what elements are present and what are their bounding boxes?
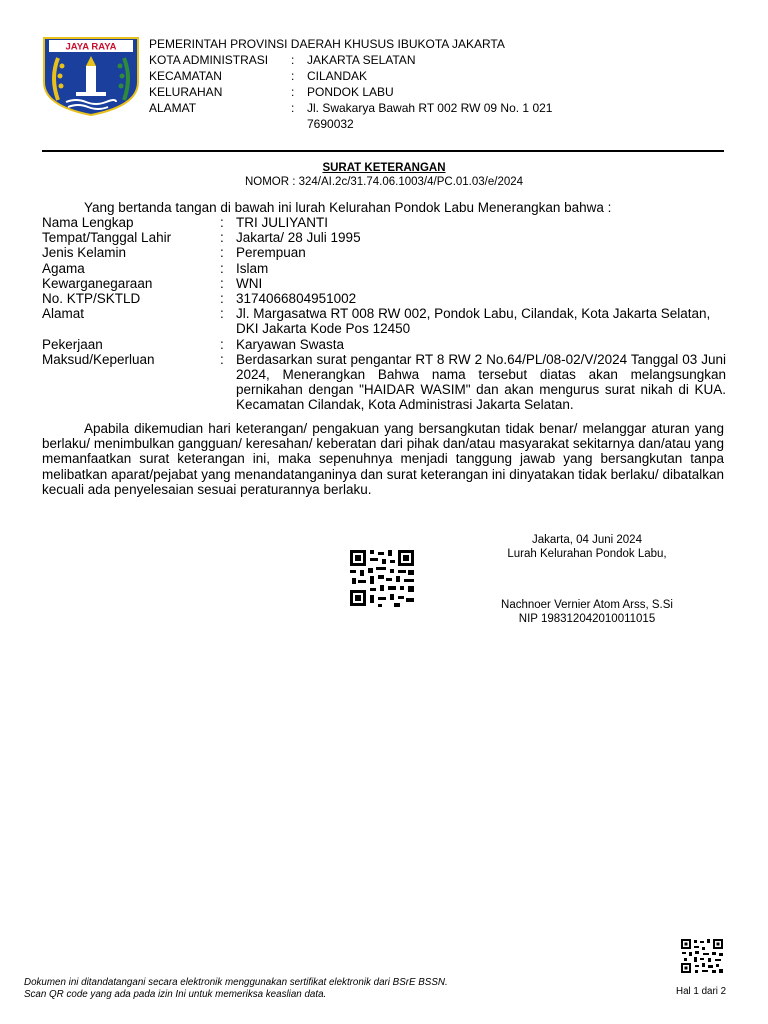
field-row: No. KTP/SKTLD : 3174066804951002 — [42, 291, 726, 306]
letterhead-row: KECAMATAN : CILANDAK — [149, 68, 597, 84]
field-row: Kewarganegaraan : WNI — [42, 276, 726, 291]
field-value: Perempuan — [236, 245, 306, 261]
signer-nip: NIP 198312042010011015 — [518, 613, 656, 626]
letterhead-value: CILANDAK — [307, 69, 368, 83]
letterhead-label: KOTA ADMINISTRASI — [149, 53, 269, 67]
government-name: PEMERINTAH PROVINSI DAERAH KHUSUS IBUKOTA JAKARTA — [149, 37, 505, 51]
page-number: Hal 1 dari 2 — [676, 986, 727, 997]
letterhead-label: KECAMATAN — [149, 69, 222, 83]
letterhead-value: PONDOK LABU — [307, 85, 394, 99]
field-label: Jenis Kelamin — [42, 245, 127, 261]
field-label: Tempat/Tanggal Lahir — [42, 230, 172, 246]
field-label: Pekerjaan — [42, 336, 103, 352]
field-value: Islam — [236, 260, 269, 276]
identity-fields — [42, 215, 726, 413]
field-row: Tempat/Tanggal Lahir : Jakarta/ 28 Juli 1995 — [42, 230, 726, 245]
footer-line-1: Dokumen ini ditandatangani secara elektronik menggunakan sertifikat elektronik dari BSrE BSSN. — [24, 977, 448, 988]
field-row: Nama Lengkap : TRI JULIYANTI — [42, 215, 726, 230]
letter-number: NOMOR : 324/AI.2c/31.74.06.1003/4/PC.01.03/e/2024 — [244, 176, 524, 188]
footer-line-2: Scan QR code yang ada pada izin Ini untuk memeriksa keaslian data. — [24, 988, 327, 1000]
signature-block — [470, 533, 704, 627]
disclaimer-paragraph: Apabila dikemudian hari keterangan/ pengakuan yang bersangkutan tidak benar/ melanggar aturan yang berlaku/ menimbulkan gangguan/ keresahan/ keberatan dari pihak dan/atau masyarakat sekitarnya dan/atau yang memanfaatkan surat keterangan ini, maka sepenuhnya menjadi tanggung jawab yang bersangkutan tanpa melibatkan aparat/pejabat yang menandatanganinya dan surat keterangan ini dinyatakan tidak berlaku/ dibatalkan kecuali ada penyelesaian sesuai peraturannya berlaku. — [42, 421, 724, 497]
qr-code-icon — [680, 938, 724, 974]
field-label: Maksud/Keperluan — [42, 351, 155, 367]
field-value: Karyawan Swasta — [236, 336, 345, 352]
jakarta-emblem-logo — [42, 36, 140, 116]
field-label: No. KTP/SKTLD — [42, 291, 141, 307]
qr-code-signature — [348, 548, 416, 608]
field-label: Agama — [42, 260, 85, 276]
e-signature-notice — [24, 977, 448, 1000]
letterhead-label: KELURAHAN — [149, 85, 223, 99]
field-value: 3174066804951002 — [236, 291, 357, 307]
field-label: Alamat — [42, 306, 85, 322]
field-row: Pekerjaan : Karyawan Swasta — [42, 337, 726, 352]
field-value: Jl. Margasatwa RT 008 RW 002, Pondok Labu, Cilandak, Kota Jakarta Selatan, DKI Jakarta Kode Pos 12450 — [236, 306, 711, 337]
letterhead-label: ALAMAT — [149, 101, 197, 115]
field-row: Maksud/Keperluan : Berdasarkan surat pengantar RT 8 RW 2 No.64/PL/08-02/V/2024 Tanggal 03 Juni 2024, Menerangkan Bahwa nama tersebut diatas akan melangsungkan pernikahan dengan "HAIDAR WASIM" dan akan mengurus surat nikah di KUA. Kecamatan Cilandak, Kota Administrasi Jakarta Selatan. — [42, 351, 726, 413]
signer-name: Nachnoer Vernier Atom Arss, S.Si — [501, 598, 673, 611]
logo-text: JAYA RAYA — [65, 41, 117, 53]
qr-code-icon — [348, 548, 416, 608]
intro-text: Yang bertanda tangan di bawah ini lurah Kelurahan Pondok Labu Menerangkan bahwa : — [84, 200, 612, 215]
letter-title: SURAT KETERANGAN — [322, 162, 446, 174]
letterhead-row: KOTA ADMINISTRASI : JAKARTA SELATAN — [149, 52, 597, 68]
letterhead-row: KELURAHAN : PONDOK LABU — [149, 84, 597, 100]
field-value: Jakarta/ 28 Juli 1995 — [236, 230, 361, 246]
field-row: Agama : Islam — [42, 261, 726, 276]
field-label: Nama Lengkap — [42, 215, 134, 230]
qr-code-verification — [680, 938, 724, 974]
field-row: Jenis Kelamin : Perempuan — [42, 245, 726, 260]
letterhead-value: Jl. Swakarya Bawah RT 002 RW 09 No. 1 021 7690032 — [307, 101, 553, 131]
field-value: Berdasarkan surat pengantar RT 8 RW 2 No.64/PL/08-02/V/2024 Tanggal 03 Juni 2024, Menerangkan Bahwa nama tersebut diatas akan melangsungkan pernikahan dengan "HAIDAR WASIM" dan akan mengurus surat nikah di KUA. Kecamatan Cilandak, Kota Administrasi Jakarta Selatan. — [236, 351, 726, 413]
field-value: WNI — [236, 275, 263, 291]
field-value: TRI JULIYANTI — [236, 215, 329, 230]
place-date: Jakarta, 04 Juni 2024 — [532, 534, 642, 546]
signer-office: Lurah Kelurahan Pondok Labu, — [507, 548, 667, 561]
field-label: Kewarganegaraan — [42, 275, 153, 291]
header-divider — [42, 150, 724, 152]
letterhead-value: JAKARTA SELATAN — [307, 53, 416, 67]
letterhead — [149, 36, 597, 132]
letterhead-row: ALAMAT : Jl. Swakarya Bawah RT 002 RW 09 No. 1 021 7690032 — [149, 100, 597, 132]
field-row: Alamat : Jl. Margasatwa RT 008 RW 002, Pondok Labu, Cilandak, Kota Jakarta Selatan, DKI Jakarta Kode Pos 12450 — [42, 306, 726, 336]
